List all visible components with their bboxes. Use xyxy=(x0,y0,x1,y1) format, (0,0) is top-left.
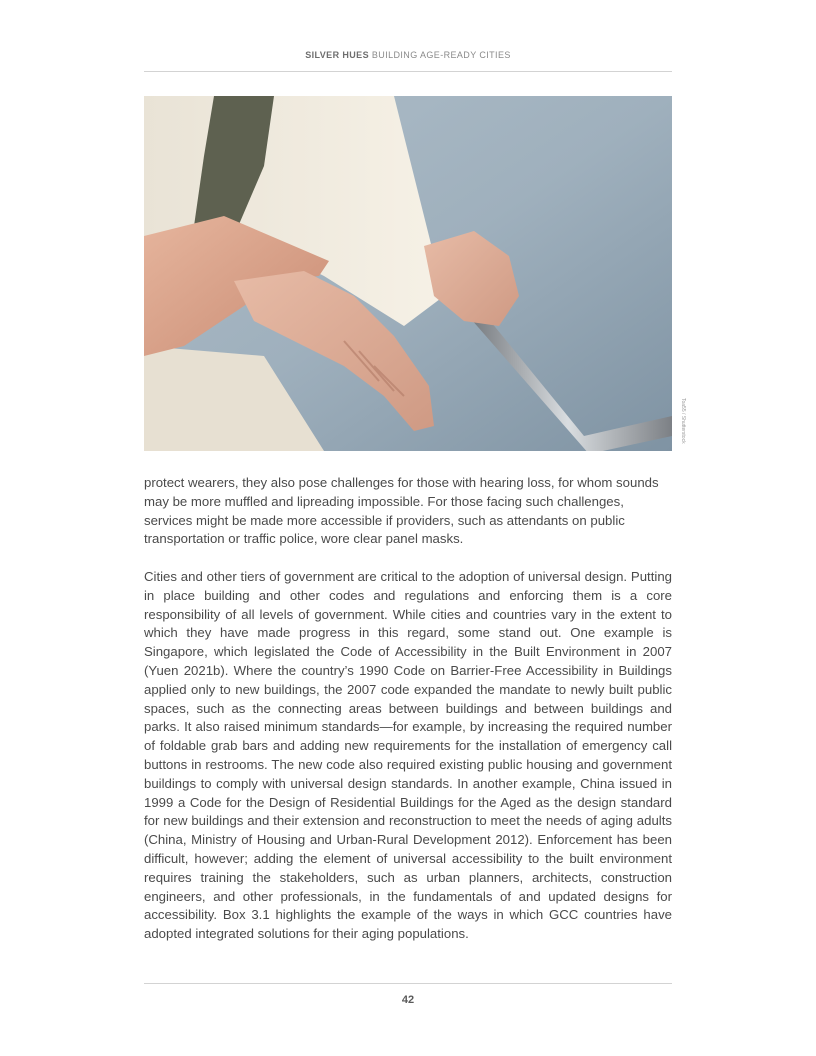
running-header-subtitle: BUILDING AGE-READY CITIES xyxy=(371,50,511,60)
running-header xyxy=(144,50,672,60)
body-paragraph: protect wearers, they also pose challenges for those with hearing loss, for whom sounds may be more muffled and lipreading impossible. For those facing such challenges, services might be made more accessible if providers, such as attendants on public transportation or traffic police, wore clear panel masks. xyxy=(144,475,659,547)
photo-credit: Toa55 / Shutterstock xyxy=(680,398,686,444)
body-paragraph: Cities and other tiers of government are critical to the adoption of universal design. Putting in place building and other codes and regulations and enforcing them is a core responsibility of all levels of government. While cities and countries vary in the extent to which they have made progress in this regard, some stand out. One example is Singapore, which legislated the Code of Accessibility in the Built Environment in 2007 (Yuen 2021b). Where the country’s 1990 Code on Barrier-Free Accessibility in Buildings applied only to new buildings, the 2007 code expanded the mandate to newly built public spaces, such as the connecting areas between buildings and between buildings and parks. It also raised minimum standards—for example, by increasing the required number of foldable grab bars and adding new requirements for the installation of emergency call buttons in restrooms. The new code also required existing public housing and government buildings to comply with universal design standards. In another example, China issued in 1999 a Code for the Design of Residential Buildings for the Aged as the design standard for new buildings and their extension and reconstruction to meet the needs of aging adults (China, Ministry of Housing and Urban-Rural Development 2012). Enforcement has been difficult, however; adding the element of universal accessibility to the built environment requires training the stakeholders, such as urban planners, architects, construction engineers, and other professionals, in the fundamentals of and updated designs for accessibility. Box 3.1 highlights the example of the ways in which GCC countries have adopted integrated solutions for their aging populations. xyxy=(144,568,672,942)
hands-railing-photo xyxy=(144,96,672,451)
body-text xyxy=(144,474,672,963)
photo-hands-on-stair-railing-icon xyxy=(144,96,672,451)
running-header-book-title: SILVER HUES xyxy=(305,50,369,60)
page-number: 42 xyxy=(401,994,415,1006)
header-divider xyxy=(144,71,672,72)
footer-divider xyxy=(144,983,672,984)
